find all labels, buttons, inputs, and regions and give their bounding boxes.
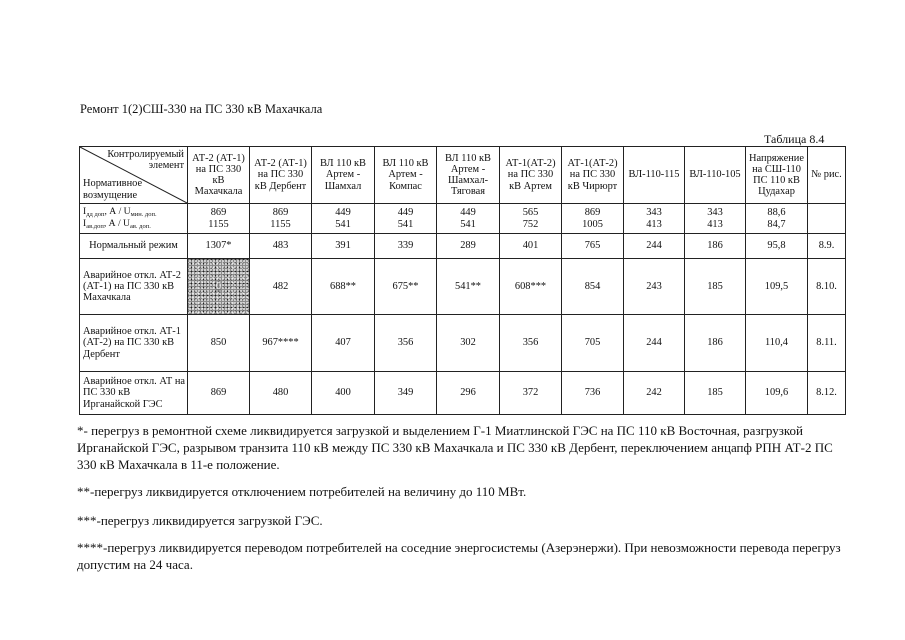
limit-cell: 343 413 xyxy=(624,204,685,234)
row-label: Нормальный режим xyxy=(80,234,188,259)
row-label: Аварийное откл. АТ-2 (АТ-1) на ПС 330 кВ Махачкала xyxy=(80,259,188,315)
table-row xyxy=(80,315,846,372)
limit-cell: 869 1155 xyxy=(188,204,250,234)
value-cell: 850 xyxy=(188,315,250,372)
value-cell: 110,4 xyxy=(746,315,808,372)
value-cell-noisy xyxy=(188,259,250,315)
header-row xyxy=(80,147,846,204)
fig-cell: 8.9. xyxy=(808,234,846,259)
value-cell: 541** xyxy=(437,259,500,315)
value-cell: 185 xyxy=(685,259,746,315)
value-cell: 401 xyxy=(500,234,562,259)
column-header: АТ-1(АТ-2) на ПС 330 кВ Чирюрт xyxy=(562,147,624,204)
overload-table xyxy=(79,146,846,415)
column-header: ВЛ-110-115 xyxy=(624,147,685,204)
fig-column-header: № рис. xyxy=(808,147,846,204)
footnote-2: **-перегруз ликвидируется отключением потребителей на величину до 110 МВт. xyxy=(77,484,527,499)
value-cell: 243 xyxy=(624,259,685,315)
limit-cell: 343 413 xyxy=(685,204,746,234)
footnote-4: ****-перегруз ликвидируется переводом потребителей на соседние энергосистемы (Азерэнержи). При невозможности перевода перегруз допустим на 24 часа. xyxy=(77,540,841,572)
value-cell: 675** xyxy=(375,259,437,315)
value-cell: 186 xyxy=(685,315,746,372)
table-row xyxy=(80,234,846,259)
value-cell: 339 xyxy=(375,234,437,259)
limits-row xyxy=(80,204,846,234)
limit-cell: 88,6 84,7 xyxy=(746,204,808,234)
fig-cell: 8.10. xyxy=(808,259,846,315)
value-cell: 869 xyxy=(188,372,250,415)
value-cell: 482 xyxy=(250,259,312,315)
value-cell: 765 xyxy=(562,234,624,259)
table-number: Таблица 8.4 xyxy=(764,132,825,146)
value-cell: 349 xyxy=(375,372,437,415)
footnote-3: ***-перегруз ликвидируется загрузкой ГЭС. xyxy=(77,513,323,528)
column-header: АТ-2 (АТ-1) на ПС 330 кВ Махачкала xyxy=(188,147,250,204)
column-header: ВЛ-110-105 xyxy=(685,147,746,204)
value-cell: 407 xyxy=(312,315,375,372)
value-cell: 186 xyxy=(685,234,746,259)
corner-header-cell xyxy=(80,147,188,204)
limits-label-line1: $I_{дд доп}$, А / $U_{мин. доп.}$ xyxy=(83,206,157,219)
footnote-1: *- перегруз в ремонтной схеме ликвидируется загрузкой и выделением Г-1 Миатлинской ГЭС на ПС 110 кВ Восточная, разгрузкой Ирганайской ГЭС, разрывом транзита 110 кВ между ПС 330 кВ Махачкала и ПС 330 кВ Дербент, переключением анцапф РПН АТ-2 ПС 330 кВ Махачкала в 11-е положение. xyxy=(77,423,833,472)
fig-cell: 8.12. xyxy=(808,372,846,415)
value-cell: 483 xyxy=(250,234,312,259)
value-cell: 244 xyxy=(624,234,685,259)
limit-cell xyxy=(808,204,846,234)
value-cell: 95,8 xyxy=(746,234,808,259)
noisy-value: 0 xyxy=(215,280,222,292)
row-label: Аварийное откл. АТ-1 (АТ-2) на ПС 330 кВ Дербент xyxy=(80,315,188,372)
value-cell: 480 xyxy=(250,372,312,415)
value-cell: 289 xyxy=(437,234,500,259)
value-cell: 688** xyxy=(312,259,375,315)
limit-cell: 869 1155 xyxy=(250,204,312,234)
column-header: АТ-1(АТ-2) на ПС 330 кВ Артем xyxy=(500,147,562,204)
corner-bottom-line1: Нормативное xyxy=(83,178,143,190)
value-cell: 391 xyxy=(312,234,375,259)
row-label: Аварийное откл. АТ на ПС 330 кВ Ирганайской ГЭС xyxy=(80,372,188,415)
value-cell: 356 xyxy=(500,315,562,372)
table-row xyxy=(80,372,846,415)
column-header: ВЛ 110 кВ Артем - Шамхал xyxy=(312,147,375,204)
limits-label-line2: $I_{ав.доп}$, А / $U_{ав. доп.}$ xyxy=(83,217,151,230)
table-row xyxy=(80,259,846,315)
value-cell: 109,6 xyxy=(746,372,808,415)
value-cell: 296 xyxy=(437,372,500,415)
value-cell: 967**** xyxy=(250,315,312,372)
corner-bottom-line2: возмущение xyxy=(83,189,138,201)
limit-cell: 449 541 xyxy=(375,204,437,234)
document-heading: Ремонт 1(2)СШ-330 на ПС 330 кВ Махачкала xyxy=(80,102,323,116)
fig-cell: 8.11. xyxy=(808,315,846,372)
value-cell: 400 xyxy=(312,372,375,415)
value-cell: 705 xyxy=(562,315,624,372)
value-cell: 109,5 xyxy=(746,259,808,315)
column-header: Напряжение на СШ-110 ПС 110 кВ Цудахар xyxy=(746,147,808,204)
value-cell: 736 xyxy=(562,372,624,415)
value-cell: 302 xyxy=(437,315,500,372)
value-cell: 356 xyxy=(375,315,437,372)
corner-top-line1: Контролируемый xyxy=(107,149,184,160)
value-cell: 244 xyxy=(624,315,685,372)
column-header: ВЛ 110 кВ Артем - Шамхал-Тяговая xyxy=(437,147,500,204)
value-cell: 372 xyxy=(500,372,562,415)
value-cell: 242 xyxy=(624,372,685,415)
column-header: АТ-2 (АТ-1) на ПС 330 кВ Дербент xyxy=(250,147,312,204)
limit-cell: 869 1005 xyxy=(562,204,624,234)
column-header: ВЛ 110 кВ Артем - Компас xyxy=(375,147,437,204)
limit-cell: 449 541 xyxy=(437,204,500,234)
value-cell: 608*** xyxy=(500,259,562,315)
corner-top-line2: элемент xyxy=(148,160,184,172)
limit-cell: 449 541 xyxy=(312,204,375,234)
value-cell: 854 xyxy=(562,259,624,315)
value-cell: 185 xyxy=(685,372,746,415)
limit-cell: 565 752 xyxy=(500,204,562,234)
limits-label-cell xyxy=(80,204,188,234)
value-cell: 1307* xyxy=(188,234,250,259)
